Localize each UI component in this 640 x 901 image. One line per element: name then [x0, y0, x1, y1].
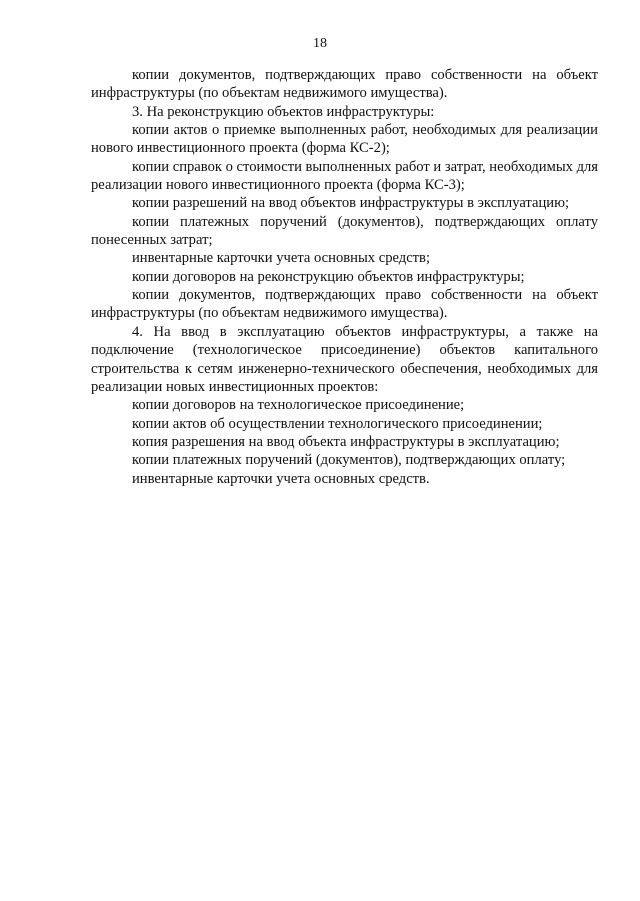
section-3-heading: 3. На реконструкцию объектов инфраструктуры:	[132, 103, 435, 120]
paragraph-cost-certificates-ks3: копии справок о стоимости выполненных работ и затрат, необходимых для реализации нового инвестиционного проекта (форма КС-3);	[91, 158, 598, 194]
paragraph-ownership-docs-1: копии документов, подтверждающих право собственности на объект инфраструктуры (по объектам недвижимого имущества).	[91, 67, 598, 102]
paragraph-payment-orders: копии платежных поручений (документов), подтверждающих оплату;	[132, 452, 566, 469]
paragraph-payment-orders-costs: копии платежных поручений (документов), подтверждающих оплату понесенных затрат;	[91, 213, 598, 249]
paragraph-inventory-cards-1: инвентарные карточки учета основных средств;	[132, 250, 431, 267]
paragraph-acceptance-acts-ks2: копии актов о приемке выполненных работ, необходимых для реализации нового инвестиционного проекта (форма КС-2);	[91, 122, 598, 157]
paragraph-commissioning-permit: копия разрешения на ввод объекта инфраструктуры в эксплуатацию;	[132, 433, 560, 450]
paragraph-inventory-cards-2: инвентарные карточки учета основных средств.	[132, 470, 430, 487]
paragraph-connection-acts: копии актов об осуществлении технологического присоединении;	[132, 415, 543, 432]
paragraph-reconstruction-contracts: копии договоров на реконструкцию объектов инфраструктуры;	[132, 268, 525, 285]
paragraph-commissioning-permits: копии разрешений на ввод объектов инфраструктуры в эксплуатацию;	[132, 195, 570, 212]
paragraph-ownership-docs-2: копии документов, подтверждающих право собственности на объект инфраструктуры (по объектам недвижимого имущества).	[91, 287, 598, 322]
document-body	[91, 66, 598, 488]
paragraph-connection-contracts: копии договоров на технологическое присоединение;	[132, 397, 465, 414]
section-4-heading: 4. На ввод в эксплуатацию объектов инфраструктуры, а также на подключение (технологическое присоединение) объектов капитального строительства к сетям инженерно-технического обеспечения, необходимых для реализации новых инвестиционных проектов:	[91, 323, 598, 395]
page-number: 18	[313, 36, 327, 51]
